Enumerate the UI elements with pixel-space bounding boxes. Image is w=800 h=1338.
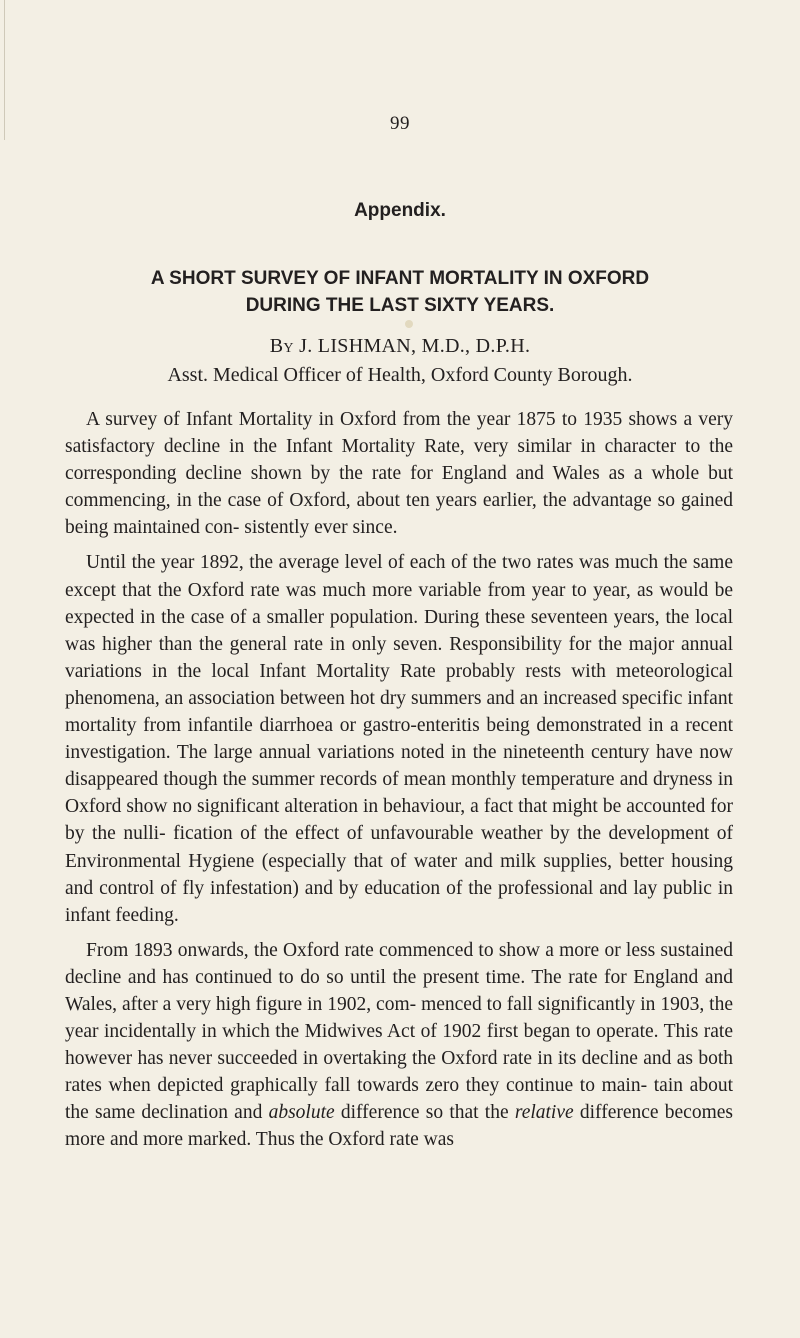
page-number: 99 (390, 113, 410, 134)
paragraph-3-part-3: difference becomes more and more marked. Thus the Oxford rate was (65, 1102, 733, 1151)
survey-title-line-2: DURING THE LAST SIXTY YEARS. (245, 295, 555, 316)
paragraph-3-part-2: difference so that the (340, 1102, 509, 1124)
emphasis-relative: relative (514, 1102, 574, 1124)
paragraph-1: A survey of Infant Mortality in Oxford from the year 1875 to 1935 shows a very satisfactory decline in the Infant Mortality Rate, very similar in character to the corresponding decline shown by the rate for England and Wales as a whole but commencing, in the case of Oxford, about ten years earlier, the advantage so gained being maintained con- sistently ever since. (65, 409, 733, 539)
paragraph-3 (65, 937, 733, 1154)
survey-title-line-1: A SHORT SURVEY OF INFANT MORTALITY IN OXFORD (150, 268, 650, 289)
author-byline (0, 335, 800, 358)
survey-title (60, 265, 740, 319)
appendix-heading: Appendix. (354, 200, 446, 221)
ink-smudge (405, 320, 413, 328)
body-text (65, 406, 733, 1162)
byline-prefix: By (269, 335, 294, 357)
author-affiliation: Asst. Medical Officer of Health, Oxford County Borough. (167, 364, 633, 386)
author-name: J. LISHMAN, M.D., D.P.H. (299, 335, 531, 357)
emphasis-absolute: absolute (268, 1102, 335, 1124)
paragraph-3-part-1: From 1893 onwards, the Oxford rate commenced to show a more or less sustained decline and has continued to do so until the present time. The rate for England and Wales, after a very high figure in 1902, com- menced to fall significantly in 1903, the year incidentally in which the Midwives Act of 1902 first began to operate. This rate however has never succeeded in overtaking the Oxford rate in its decline and as both rates when depicted graphically fall towards zero they continue to main- tain about the same declination and (65, 939, 733, 1124)
paragraph-2: Until the year 1892, the average level of each of the two rates was much the same except that the Oxford rate was much more variable from year to year, as would be expected in the case of a smaller population. During these seventeen years, the local was higher than the general rate in only seven. Responsibility for the major annual variations in the local Infant Mortality Rate probably rests with meteorological phenomena, an association between hot dry summers and an increased specific infant mortality from infantile diarrhoea or gastro-enteritis being demonstrated in a recent investigation. The large annual variations noted in the nineteenth century have now disappeared though the summer records of mean monthly temperature and dryness in Oxford show no significant alteration in behaviour, a fact that might be accounted for by the nulli- fication of the effect of unfavourable weather by the development of Environmental Hygiene (especially that of water and milk supplies, better housing and control of fly infestation) and by education of the professional and lay public in infant feeding. (65, 552, 733, 926)
